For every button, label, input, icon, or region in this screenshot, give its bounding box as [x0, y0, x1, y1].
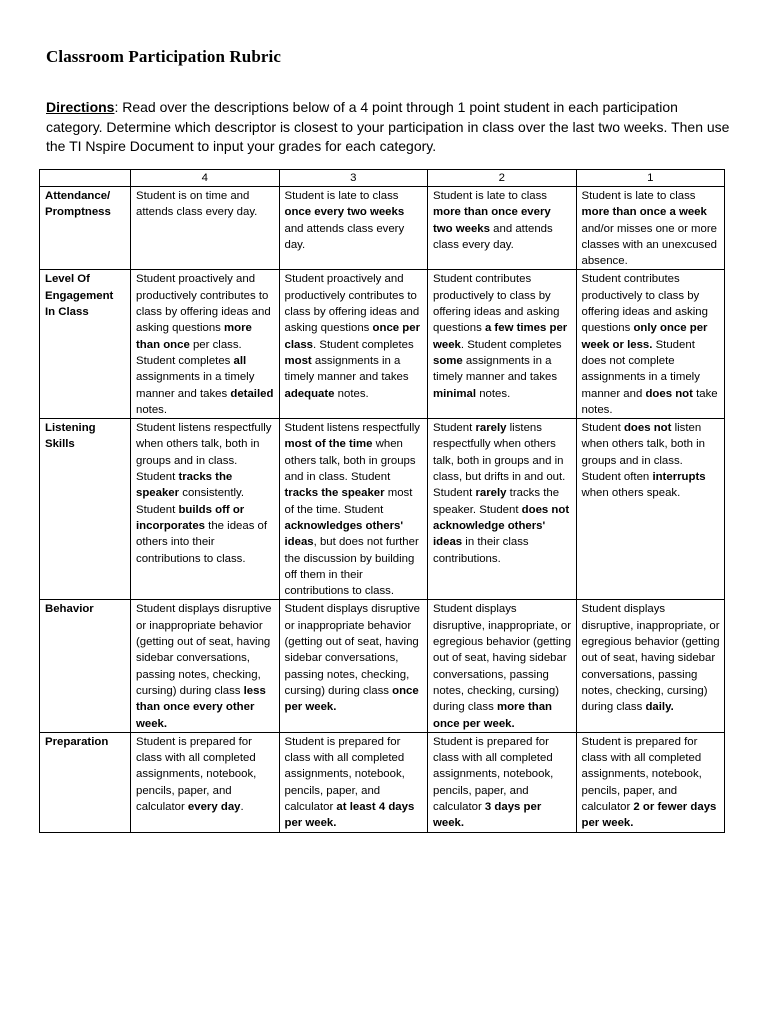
descriptor-text: when others speak.: [581, 487, 681, 500]
descriptor-cell: [428, 419, 577, 600]
directions-text: : Read over the descriptions below of a 4 point through 1 point student in each participation category. Determine which descriptor is closest to your participation in class over the last two weeks. Then use the TI Nspire Document to input your grades for each category.: [46, 99, 730, 154]
descriptor-text: Student is prepared for class with all completed assignments, notebook, pencils, paper, and calculator: [433, 735, 554, 813]
descriptor-emphasis: more than once a week: [581, 206, 707, 219]
table-row: [40, 419, 725, 600]
category-label: Attendance/ Promptness: [40, 187, 131, 270]
descriptor-emphasis: once per class: [284, 322, 421, 351]
descriptor-emphasis: more than once per week.: [433, 701, 553, 730]
descriptor-text: listens respectfully when others talk, both in groups and in class, but drifts in and out. Student: [433, 422, 566, 500]
directions-paragraph: [46, 98, 736, 157]
descriptor-emphasis: tracks the speaker: [136, 471, 233, 500]
category-label: Preparation: [40, 732, 131, 832]
directions-label: Directions: [46, 99, 115, 115]
descriptor-text: notes.: [476, 387, 511, 400]
descriptor-emphasis: 2 or fewer days per week.: [581, 800, 717, 830]
descriptor-text: Student proactively and productively contributes to class by offering ideas and asking questions: [284, 273, 420, 335]
table-row: [40, 270, 725, 419]
descriptor-emphasis: a few times per week: [433, 322, 568, 351]
descriptor-text: Student is late to class: [581, 190, 696, 202]
document-title: Classroom Participation Rubric: [46, 47, 282, 66]
descriptor-text: Student displays disruptive or inappropriate behavior (getting out of seat, having sidebar conversations, passing notes, checking, cursing) during class: [136, 603, 272, 697]
descriptor-text: Student proactively and productively contributes to class by offering ideas and asking questions: [136, 273, 271, 335]
header-cell-4: 4: [131, 170, 280, 187]
descriptor-text: notes.: [334, 387, 369, 400]
header-cell-3: 3: [279, 170, 428, 187]
descriptor-cell: [131, 270, 280, 419]
rubric-table: [39, 169, 725, 833]
descriptor-text: Student contributes productively to class by offering ideas and asking questions: [581, 273, 708, 335]
descriptor-text: Student listens respectfully when others talk, both in groups and in class. Student: [136, 422, 272, 484]
descriptor-cell: [131, 600, 280, 732]
header-cell-2: 2: [428, 170, 577, 187]
descriptor-text: .: [240, 800, 244, 813]
descriptor-cell: [428, 600, 577, 732]
table-row: [40, 732, 725, 832]
descriptor-cell: [576, 270, 725, 419]
descriptor-text: when others talk, both in groups and in class. Student: [284, 438, 416, 484]
descriptor-text: per class. Student completes: [136, 338, 242, 367]
descriptor-text: , but does not further the discussion by building off them in their contributions to class.: [284, 536, 419, 598]
descriptor-text: Student is prepared for class with all completed assignments, notebook, pencils, paper, and calculator: [581, 735, 702, 813]
descriptor-text: tracks the speaker. Student: [433, 487, 560, 516]
descriptor-cell: [279, 419, 428, 600]
descriptor-text: Student: [433, 422, 476, 435]
descriptor-text: take notes.: [581, 387, 718, 416]
descriptor-emphasis: some: [433, 354, 463, 367]
descriptor-text: consistently. Student: [136, 487, 245, 516]
descriptor-emphasis: most: [284, 354, 312, 367]
descriptor-text: notes.: [136, 403, 168, 416]
descriptor-emphasis: more than once: [136, 322, 252, 351]
descriptor-text: Student listens respectfully: [284, 422, 420, 435]
descriptor-emphasis: most of the time: [284, 438, 373, 451]
header-cell-1: 1: [576, 170, 725, 187]
descriptor-emphasis: once every two weeks: [284, 206, 405, 219]
descriptor-cell: [576, 600, 725, 732]
table-row: [40, 187, 725, 270]
descriptor-cell: [131, 187, 280, 270]
descriptor-text: Student displays disruptive or inappropriate behavior (getting out of seat, having sidebar conversations, passing notes, checking, cursing) during class: [284, 603, 420, 697]
descriptor-emphasis: rarely: [475, 487, 507, 500]
descriptor-emphasis: every day: [187, 800, 241, 813]
descriptor-text: listen when others talk, both in groups and in class. Student often: [581, 422, 705, 484]
category-label: Level Of Engagement In Class: [40, 270, 131, 419]
descriptor-text: and attends class every day.: [284, 222, 405, 251]
descriptor-cell: [279, 732, 428, 832]
descriptor-text: assignments in a timely manner and takes: [433, 354, 558, 384]
descriptor-text: . Student completes: [460, 338, 562, 351]
descriptor-text: . Student completes: [313, 338, 414, 351]
descriptor-text: and/or misses one or more classes with an unexcused absence.: [581, 222, 717, 268]
descriptor-text: Student: [581, 422, 624, 435]
header-cell-blank: [40, 170, 131, 187]
descriptor-emphasis: does not acknowledge others' ideas: [433, 503, 570, 549]
descriptor-emphasis: adequate: [284, 387, 335, 400]
category-label: Listening Skills: [40, 419, 131, 600]
descriptor-emphasis: more than once every two weeks: [433, 206, 551, 235]
descriptor-emphasis: interrupts: [652, 471, 706, 484]
descriptor-emphasis: minimal: [433, 387, 477, 400]
descriptor-text: Student is prepared for class with all completed assignments, notebook, pencils, paper, and calculator: [284, 735, 405, 813]
descriptor-emphasis: 3 days per week.: [433, 800, 542, 830]
category-label: Behavior: [40, 600, 131, 732]
descriptor-text: Student contributes productively to class by offering ideas and asking questions: [433, 273, 560, 335]
descriptor-text: Student is on time and attends class every day.: [136, 190, 258, 219]
descriptor-text: Student is prepared for class with all completed assignments, notebook, pencils, paper, and calculator: [136, 735, 257, 813]
descriptor-cell: [576, 419, 725, 600]
descriptor-text: assignments in a timely manner and takes: [136, 371, 255, 400]
header-row: [40, 170, 725, 187]
descriptor-emphasis: does not: [623, 422, 672, 435]
descriptor-emphasis: only once per week or less.: [581, 322, 708, 351]
descriptor-emphasis: daily.: [645, 701, 674, 714]
descriptor-emphasis: once per week.: [284, 684, 419, 714]
descriptor-cell: [279, 187, 428, 270]
descriptor-cell: [131, 419, 280, 600]
descriptor-cell: [428, 732, 577, 832]
descriptor-emphasis: acknowledges others' ideas: [284, 519, 404, 549]
descriptor-text: in their class contributions.: [433, 536, 529, 565]
descriptor-text: and attends class every day.: [433, 222, 553, 251]
descriptor-text: the ideas of others into their contributions to class.: [136, 519, 268, 565]
descriptor-text: Student displays disruptive, inappropriate, or egregious behavior (getting out of seat, having sidebar conversations, passing notes, checking, cursing) during class: [433, 603, 572, 714]
descriptor-text: Student does not complete assignments in a timely manner and: [581, 338, 700, 400]
descriptor-text: assignments in a timely manner and takes: [284, 354, 409, 384]
descriptor-emphasis: builds off or incorporates: [136, 503, 245, 532]
descriptor-cell: [279, 270, 428, 419]
descriptor-text: most of the time. Student: [284, 487, 413, 516]
descriptor-cell: [428, 270, 577, 419]
descriptor-text: Student is late to class: [284, 190, 399, 202]
descriptor-text: Student is late to class: [433, 190, 547, 202]
descriptor-emphasis: all: [233, 354, 247, 367]
descriptor-cell: [576, 732, 725, 832]
descriptor-cell: [131, 732, 280, 832]
descriptor-emphasis: less than once every other week.: [136, 684, 266, 730]
table-row: [40, 600, 725, 732]
descriptor-emphasis: tracks the speaker: [284, 487, 385, 500]
descriptor-emphasis: at least 4 days per week.: [284, 800, 415, 830]
descriptor-emphasis: detailed: [230, 387, 274, 400]
descriptor-cell: [279, 600, 428, 732]
descriptor-emphasis: does not: [645, 387, 693, 400]
descriptor-text: Student displays disruptive, inappropriate, or egregious behavior (getting out of seat, having sidebar conversations, passing notes, checking, cursing) during class: [581, 603, 720, 714]
descriptor-cell: [576, 187, 725, 270]
descriptor-emphasis: rarely: [475, 422, 507, 435]
descriptor-cell: [428, 187, 577, 270]
